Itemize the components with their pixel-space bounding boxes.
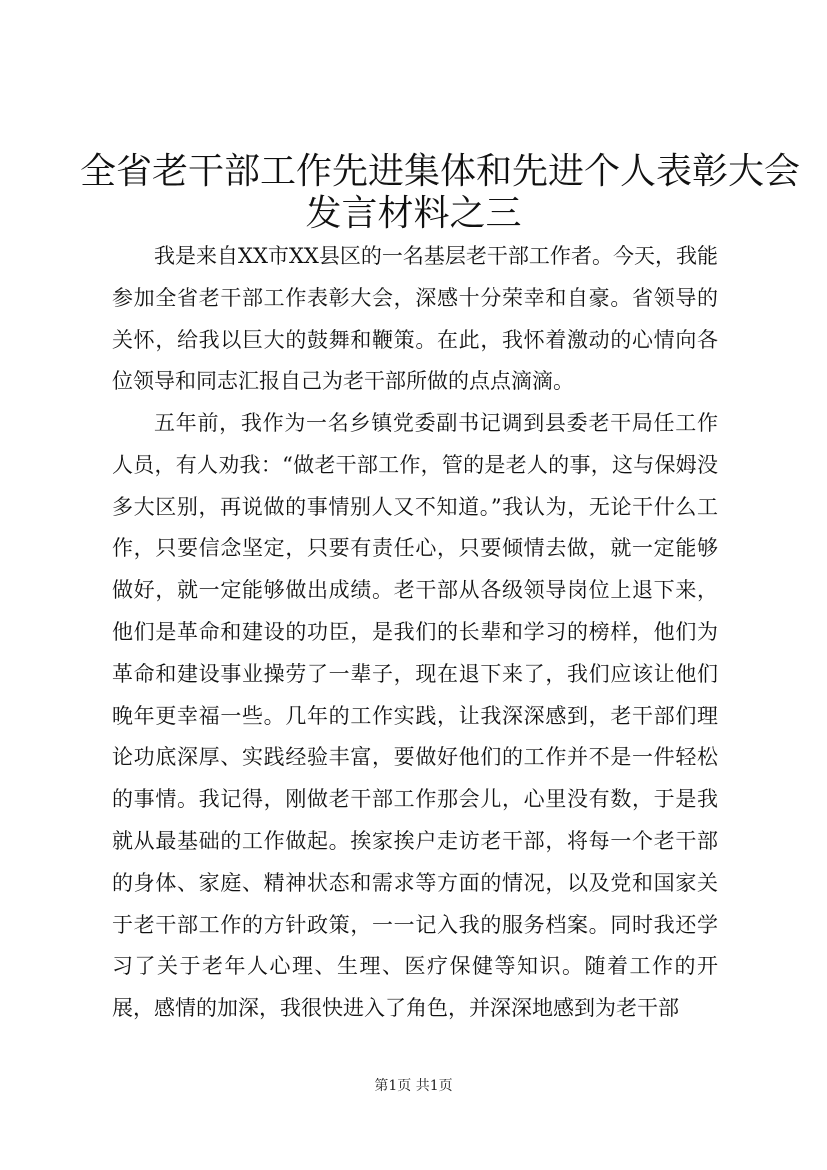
paragraph-1: 我是来自XX市XX县区的一名基层老干部工作者。今天，我能参加全省老干部工作表彰大会，深感十分荣幸和自豪。省领导的关怀，给我以巨大的鼓舞和鞭策。在此，我怀着激动的心情向各位领导和同志汇报自己为老干部所做的点点滴滴。	[112, 244, 718, 394]
document-body	[112, 236, 718, 1030]
document-title-line1: 全省老干部工作先进集体和先进个人表彰大会	[80, 151, 801, 192]
document-title-line2: 发言材料之三	[305, 193, 522, 234]
page-number-footer: 第1页 共1页	[374, 1078, 453, 1094]
paragraph-2: 五年前，我作为一名乡镇党委副书记调到县委老干局任工作人员，有人劝我：“做老干部工作，管的是老人的事，这与保姆没多大区别，再说做的事情别人又不知道。”我认为，无论干什么工作，只要信念坚定，只要有责任心，只要倾情去做，就一定能够做好，就一定能够做出成绩。老干部从各级领导岗位上退下来，他们是革命和建设的功臣，是我们的长辈和学习的榜样，他们为革命和建设事业操劳了一辈子，现在退下来了，我们应该让他们晚年更幸福一些。几年的工作实践，让我深深感到，老干部们理论功底深厚、实践经验丰富，要做好他们的工作并不是一件轻松的事情。我记得，刚做老干部工作那会儿，心里没有数，于是我就从最基础的工作做起。挨家挨户走访老干部，将每一个老干部的身体、家庭、精神状态和需求等方面的情况，以及党和国家关于老干部工作的方针政策，一一记入我的服务档案。同时我还学习了关于老年人心理、生理、医疗保健等知识。随着工作的开展，感情的加深，我很快进入了角色，并深深地感到为老干部	[112, 411, 718, 1021]
